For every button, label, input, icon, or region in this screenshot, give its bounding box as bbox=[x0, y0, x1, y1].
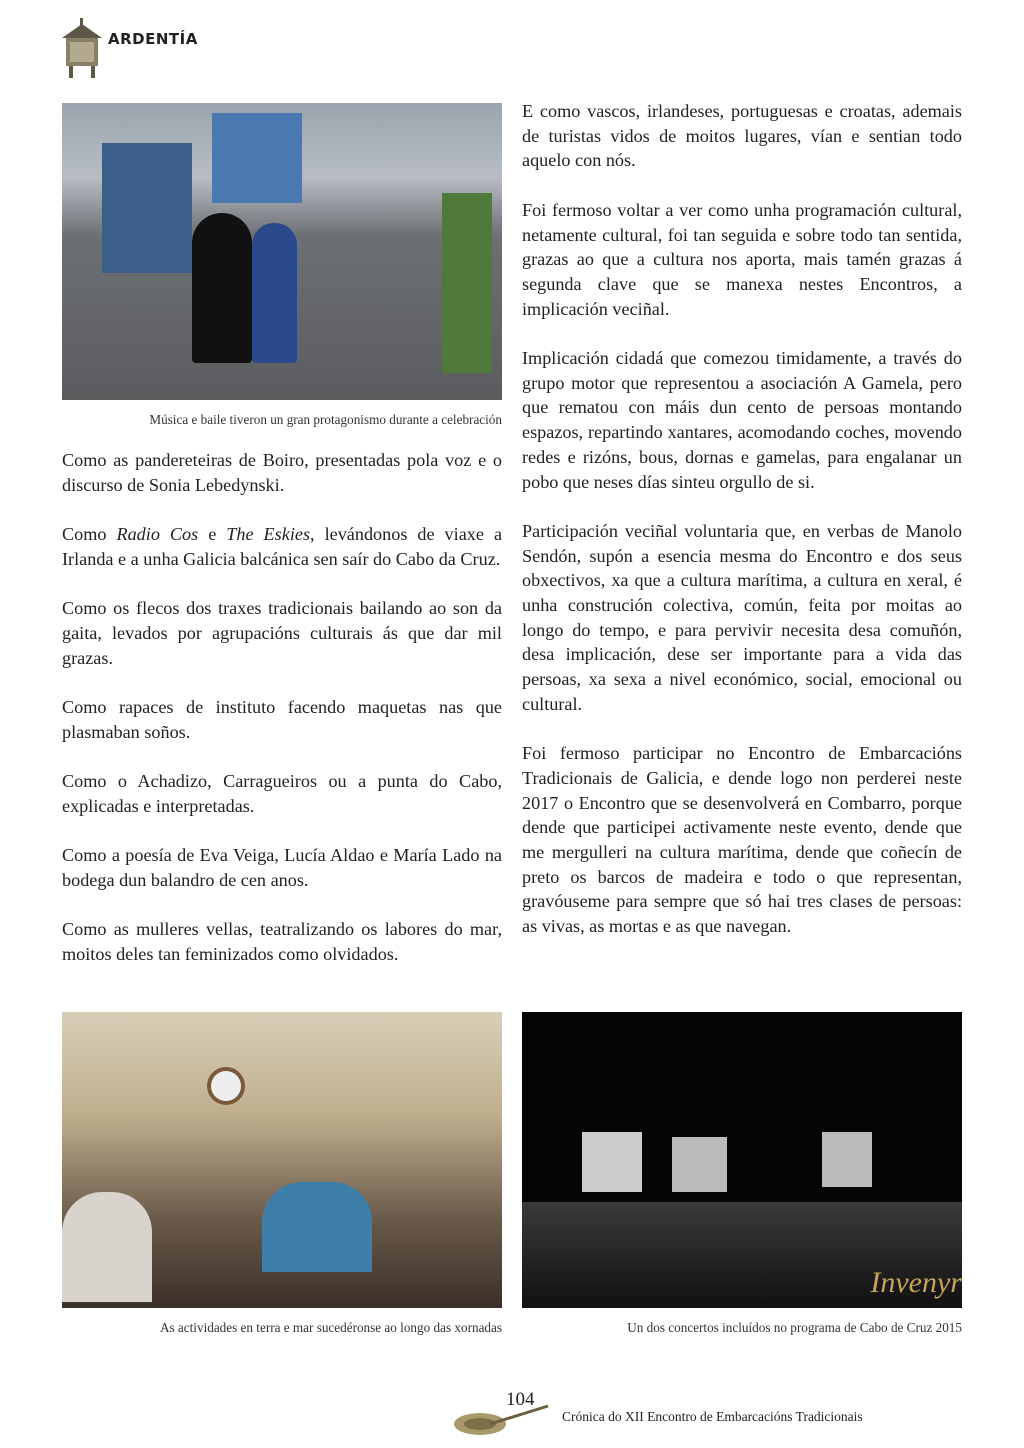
photo-boat-cabin-audience bbox=[62, 1012, 502, 1308]
rope-coil-icon bbox=[450, 1402, 550, 1438]
caption-bottom-right: Un dos concertos incluídos no programa de Cabo de Cruz 2015 bbox=[627, 1320, 962, 1335]
band-name: Radio Cos bbox=[116, 524, 199, 545]
publication-title: Crónica do XII Encontro de Embarcacións Tradicionais bbox=[562, 1409, 863, 1424]
paragraph: E como vascos, irlandeses, portuguesas e croatas, ademais de turistas vidos de moitos lugares, vían e sentian todo aquelo con nós. bbox=[522, 101, 962, 171]
paragraph: Como as pandereteiras de Boiro, presentadas pola voz e o discurso de Sonia Lebedynski. bbox=[62, 450, 502, 495]
paragraph: Como as mulleres vellas, teatralizando os labores do mar, moitos deles tan feminizados como olvidados. bbox=[62, 919, 502, 964]
caption-top-left: Música e baile tiveron un gran protagonismo durante a celebración bbox=[149, 412, 502, 427]
photo-folk-dance bbox=[62, 103, 502, 400]
paragraph: Como Radio Cos e The Eskies, levándonos de viaxe a Irlanda e a unha Galicia balcánica sen saír do Cabo da Cruz. bbox=[62, 524, 503, 569]
horreo-logo-icon bbox=[60, 18, 104, 80]
paragraph: Como a poesía de Eva Veiga, Lucía Aldao e María Lado na bodega dun balandro de cen anos. bbox=[62, 845, 502, 890]
left-column bbox=[62, 448, 502, 991]
paragraph: Participación veciñal voluntaria que, en verbas de Manolo Sendón, supón a esencia mesma do Encontro e dos seus obxectivos, xa que a cultura marítima, a cultura en xeral, é unha construción colectiva, común, feita por moitas ao longo do tempo, e para pervivir necesita desa comuñón, desa implicación, dese ser importante para a vida das persoas, xa sexa a nivel económico, social, emocional ou cultural. bbox=[522, 520, 962, 714]
brand-name: ARDENTÍA bbox=[108, 30, 198, 48]
caption-bottom-left: As actividades en terra e mar sucedéronse ao longo das xornadas bbox=[159, 1320, 502, 1335]
paragraph: Foi fermoso participar no Encontro de Embarcacións Tradicionais de Galicia, e dende logo non perderei neste 2017 o Encontro que se desenvolverá en Combarro, porque dende que participei activamente neste evento, dende que me mergulleri na cultura marítima, dende que coñecín de preto os barcos de madeira e todo o que representan, gravóuseme para sempre que só hai tres clases de persoas: as vivas, as mortas e as que navegan. bbox=[522, 743, 962, 937]
band-name: The Eskies bbox=[226, 524, 311, 545]
right-column bbox=[522, 99, 962, 964]
paragraph: Como o Achadizo, Carragueiros ou a punta do Cabo, explicadas e interpretadas. bbox=[62, 771, 502, 816]
page-number: 104 bbox=[506, 1389, 535, 1410]
paragraph: Como rapaces de instituto facendo maquetas nas que plasmaban soños. bbox=[62, 696, 502, 742]
stage-banner-text: Invenyr bbox=[870, 1266, 962, 1299]
paragraph: Como os flecos dos traxes tradicionais bailando ao son da gaita, levados por agrupacións culturais ás que dar mil grazas. bbox=[62, 598, 502, 668]
photo-concert-stage bbox=[522, 1012, 962, 1308]
paragraph: Implicación cidadá que comezou timidamente, a través do grupo motor que representou a asociación A Gamela, pero que rematou con máis dun cento de persoas montando espazos, repartindo xantares, acomodando coches, movendo redes e rizóns, bous, dornas e gamelas, para engalanar un pobo que neses días sinteu orgullo de si. bbox=[522, 348, 962, 492]
paragraph: Foi fermoso voltar a ver como unha programación cultural, netamente cultural, foi tan seguida e sobre todo tan sentida, grazas ao que a cultura nos aporta, mais tamén grazas á segunda clave que se manexa nestes Encontros, a implicación veciñal. bbox=[522, 199, 962, 319]
